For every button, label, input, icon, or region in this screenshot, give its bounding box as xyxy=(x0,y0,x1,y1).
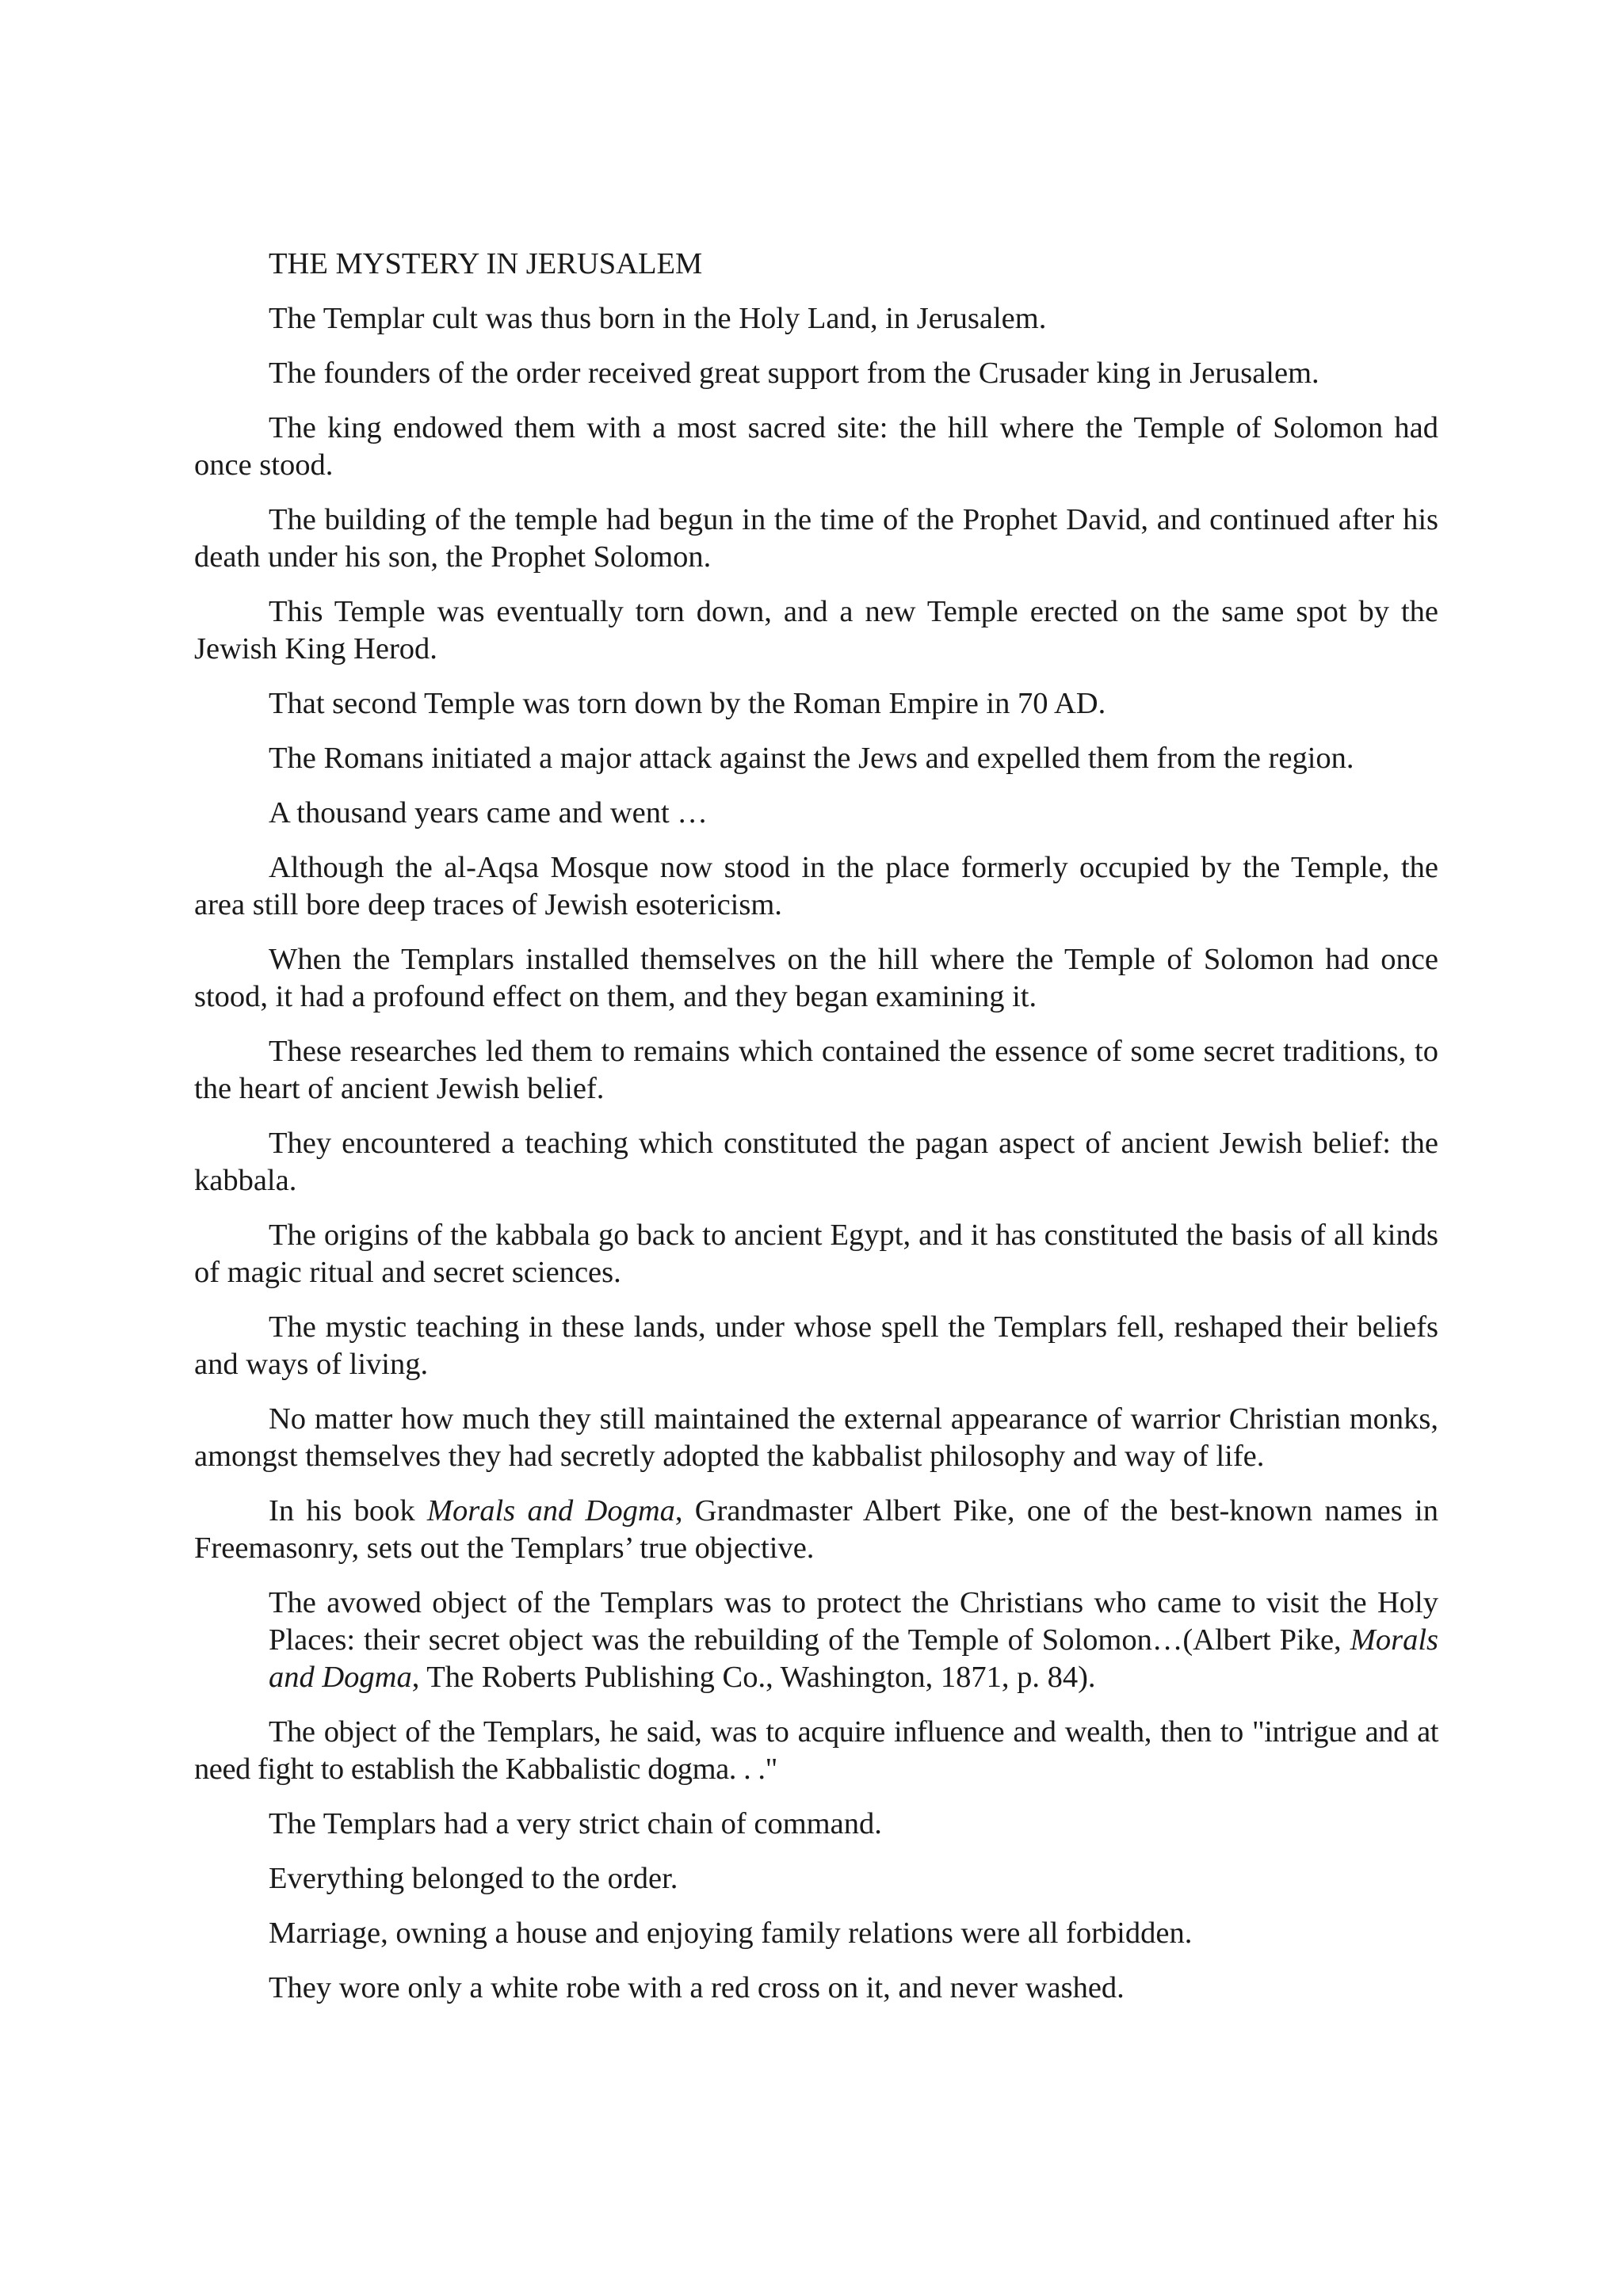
paragraph: These researches led them to remains which contained the essence of some secret traditions, to the heart of ancient Jewish belief. xyxy=(194,1035,1438,1105)
paragraph: That second Temple was torn down by the Roman Empire in 70 AD. xyxy=(269,687,1106,720)
paragraph: The Templars had a very strict chain of command. xyxy=(269,1807,882,1840)
paragraph: Everything belonged to the order. xyxy=(269,1862,678,1895)
paragraph: The Romans initiated a major attack against the Jews and expelled them from the region. xyxy=(269,742,1354,775)
quote-book-title: Morals and Dogma xyxy=(269,1623,1438,1694)
paragraph: The object of the Templars, he said, was to acquire influence and wealth, then to "intrigue and at need fight to establish the Kabbalistic dogma. . ." xyxy=(194,1715,1438,1786)
quote-text: The avowed object of the Templars was to protect the Christians who came to visit the Holy Places: their secret object was the rebuilding of the Temple of Solomon…(Albert Pike, xyxy=(269,1586,1438,1657)
book-title: Morals and Dogma xyxy=(426,1494,675,1527)
paragraph: The founders of the order received great support from the Crusader king in Jerusalem. xyxy=(269,357,1319,390)
paragraph: The Templar cult was thus born in the Holy Land, in Jerusalem. xyxy=(269,302,1047,335)
paragraph: Marriage, owning a house and enjoying family relations were all forbidden. xyxy=(269,1917,1193,1950)
paragraph: The king endowed them with a most sacred site: the hill where the Temple of Solomon had once stood. xyxy=(194,411,1438,482)
paragraph: No matter how much they still maintained the external appearance of warrior Christian monks, amongst themselves they had secretly adopted the kabbalist philosophy and way of life. xyxy=(194,1402,1438,1473)
paragraph: A thousand years came and went … xyxy=(269,796,708,830)
paragraph: This Temple was eventually torn down, and a new Temple erected on the same spot by the Jewish King Herod. xyxy=(194,595,1438,666)
pike-paragraph xyxy=(194,1493,1438,1567)
paragraph: They wore only a white robe with a red cross on it, and never washed. xyxy=(269,1971,1125,2004)
paragraph: The origins of the kabbala go back to ancient Egypt, and it has constituted the basis of all kinds of magic ritual and secret sciences. xyxy=(194,1219,1438,1289)
pike-text-after: , Grandmaster Albert Pike, one of the best-known names in Freemasonry, sets out the Templars’ true objective. xyxy=(194,1494,1439,1565)
paragraph: Although the al-Aqsa Mosque now stood in the place formerly occupied by the Temple, the area still bore deep traces of Jewish esotericism. xyxy=(194,851,1438,921)
document-page xyxy=(194,246,1438,2024)
paragraph: They encountered a teaching which constituted the pagan aspect of ancient Jewish belief: the kabbala. xyxy=(194,1127,1438,1197)
quote-citation: , The Roberts Publishing Co., Washington, 1871, p. 84). xyxy=(411,1661,1096,1694)
paragraph: The building of the temple had begun in the time of the Prophet David, and continued after his death under his son, the Prophet Solomon. xyxy=(194,503,1438,574)
paragraph: The mystic teaching in these lands, under whose spell the Templars fell, reshaped their beliefs and ways of living. xyxy=(194,1310,1438,1381)
pike-text-before: In his book xyxy=(269,1494,427,1527)
section-heading: THE MYSTERY IN JERUSALEM xyxy=(269,247,703,280)
block-quote xyxy=(269,1585,1438,1696)
paragraph: When the Templars installed themselves on the hill where the Temple of Solomon had once stood, it had a profound effect on them, and they began examining it. xyxy=(194,943,1438,1013)
